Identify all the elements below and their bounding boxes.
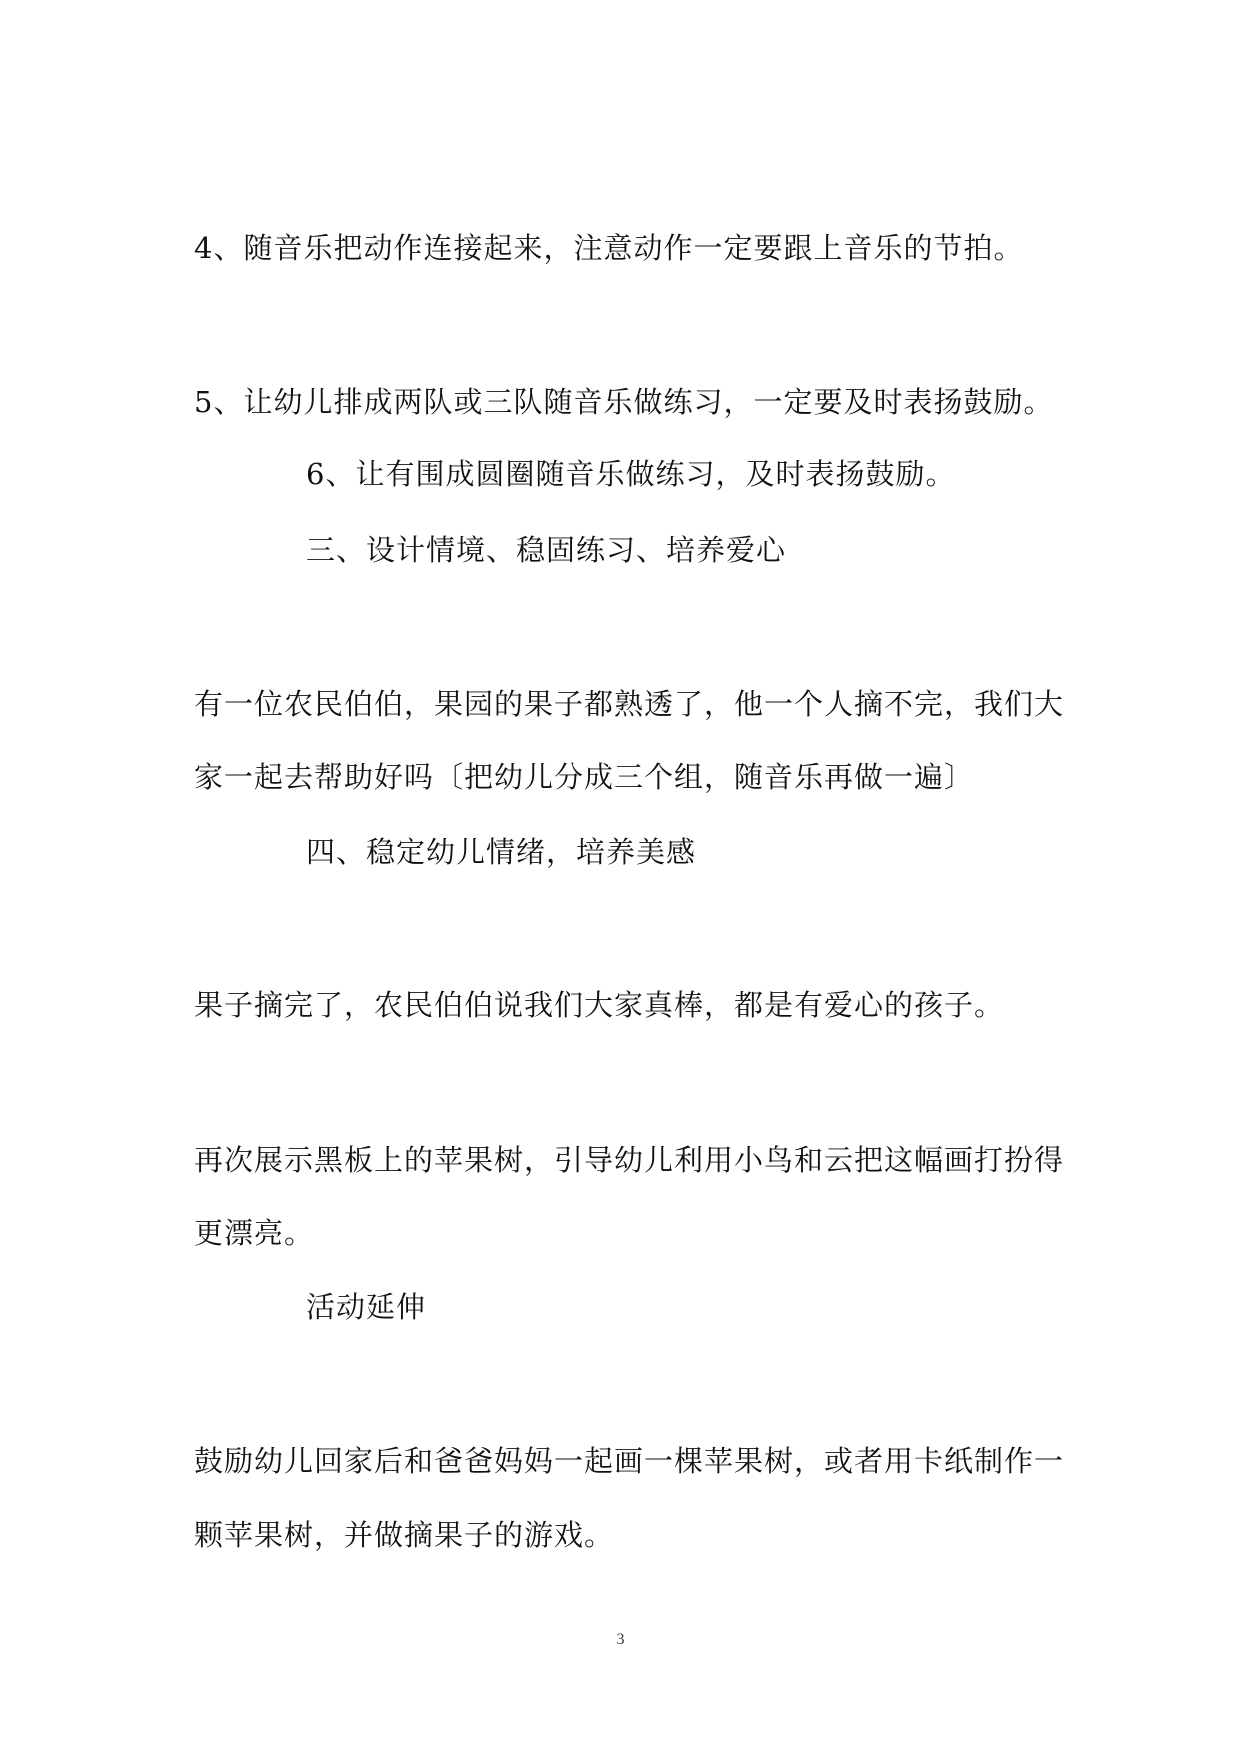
step-5-paragraph: 5、让幼儿排成两队或三队随音乐做练习，一定要及时表扬鼓励。: [194, 385, 1054, 419]
section-four-heading: 四、稳定幼儿情绪，培养美感: [306, 835, 697, 869]
blackboard-paragraph-line-2: 更漂亮。: [194, 1216, 315, 1250]
activity-extension-heading: 活动延伸: [306, 1290, 427, 1324]
extension-paragraph-line-1: 鼓励幼儿回家后和爸爸妈妈一起画一棵苹果树，或者用卡纸制作一: [194, 1444, 1065, 1478]
story-paragraph-line-1: 有一位农民伯伯，果园的果子都熟透了，他一个人摘不完，我们大: [194, 687, 1065, 721]
extension-paragraph-line-2: 颗苹果树，并做摘果子的游戏。: [194, 1518, 615, 1552]
page-number: 3: [616, 1631, 625, 1648]
story-paragraph-line-2: 家一起去帮助好吗〔把幼儿分成三个组，随音乐再做一遍〕: [194, 760, 975, 794]
section-three-heading: 三、设计情境、稳固练习、培养爱心: [306, 533, 787, 567]
step-4-paragraph: 4、随音乐把动作连接起来，注意动作一定要跟上音乐的节拍。: [194, 231, 1024, 265]
step-6-paragraph: 6、让有围成圆圈随音乐做练习，及时表扬鼓励。: [306, 457, 956, 491]
praise-paragraph: 果子摘完了，农民伯伯说我们大家真棒，都是有爱心的孩子。: [194, 988, 1005, 1022]
blackboard-paragraph-line-1: 再次展示黑板上的苹果树，引导幼儿利用小鸟和云把这幅画打扮得: [194, 1143, 1065, 1177]
